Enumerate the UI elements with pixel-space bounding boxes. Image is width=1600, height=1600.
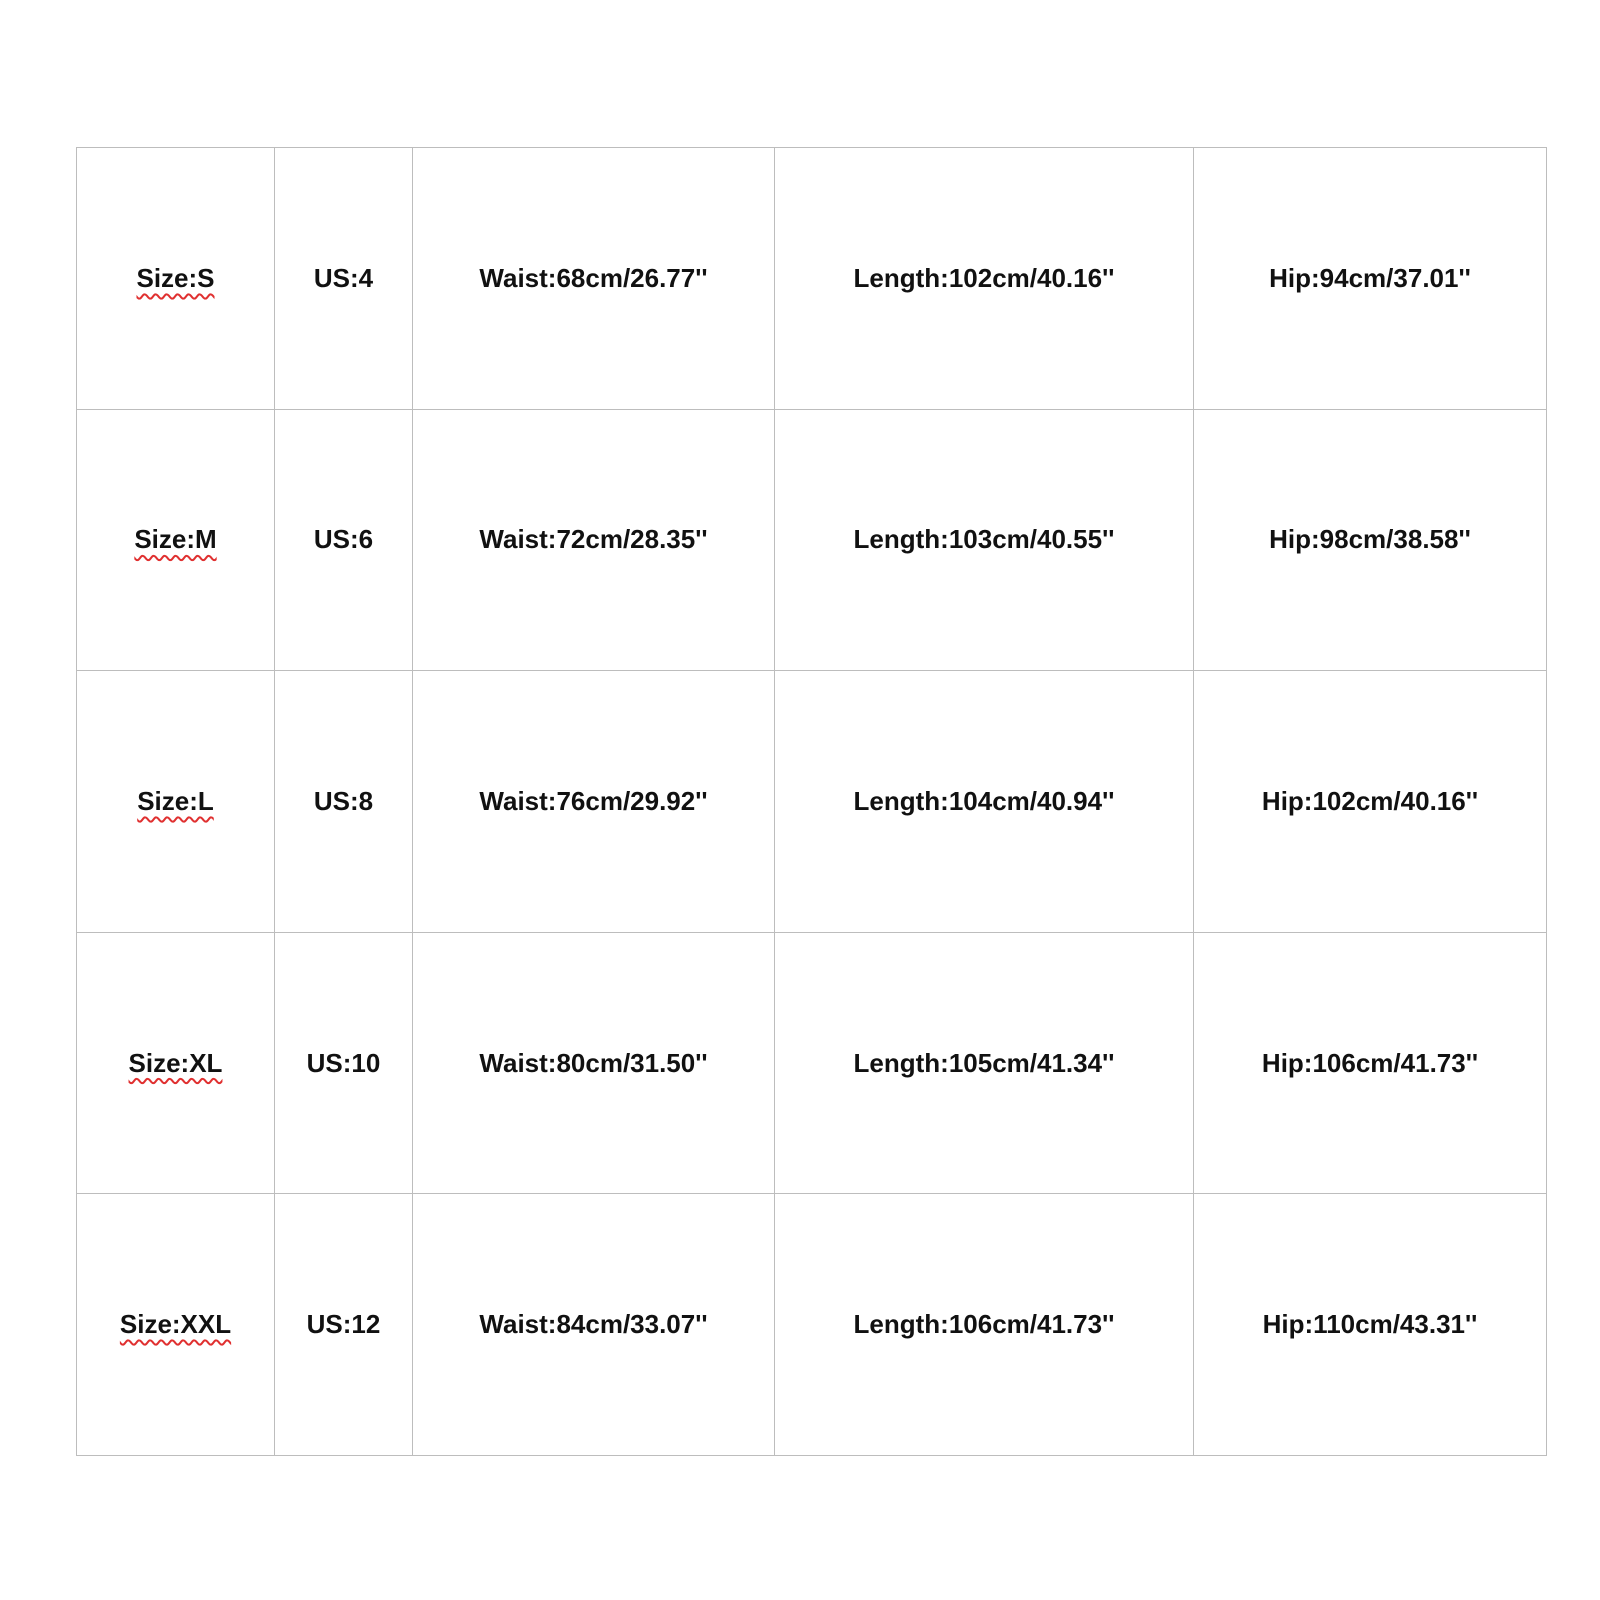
size-cell [77, 671, 275, 933]
size-cell [77, 932, 275, 1194]
table-row [77, 409, 1547, 671]
hip-cell: Hip:98cm/38.58'' [1194, 409, 1547, 671]
size-cell [77, 1194, 275, 1456]
hip-cell: Hip:94cm/37.01'' [1194, 148, 1547, 410]
size-label: Size:L [137, 785, 214, 816]
length-cell: Length:104cm/40.94'' [775, 671, 1194, 933]
waist-cell: Waist:84cm/33.07'' [413, 1194, 775, 1456]
hip-cell: Hip:102cm/40.16'' [1194, 671, 1547, 933]
table-row [77, 671, 1547, 933]
us-size-cell: US:12 [275, 1194, 413, 1456]
size-label: Size:M [134, 524, 217, 555]
length-cell: Length:102cm/40.16'' [775, 148, 1194, 410]
us-size-cell: US:4 [275, 148, 413, 410]
waist-cell: Waist:76cm/29.92'' [413, 671, 775, 933]
table-row [77, 148, 1547, 410]
length-cell: Length:106cm/41.73'' [775, 1194, 1194, 1456]
size-label: Size:S [136, 262, 215, 293]
waist-cell: Waist:80cm/31.50'' [413, 932, 775, 1194]
table-row [77, 1194, 1547, 1456]
hip-cell: Hip:106cm/41.73'' [1194, 932, 1547, 1194]
us-size-cell: US:6 [275, 409, 413, 671]
waist-cell: Waist:68cm/26.77'' [413, 148, 775, 410]
size-chart-table [76, 147, 1547, 1456]
size-label: Size:XXL [119, 1309, 232, 1340]
length-cell: Length:105cm/41.34'' [775, 932, 1194, 1194]
us-size-cell: US:10 [275, 932, 413, 1194]
size-cell [77, 148, 275, 410]
waist-cell: Waist:72cm/28.35'' [413, 409, 775, 671]
us-size-cell: US:8 [275, 671, 413, 933]
table-row [77, 932, 1547, 1194]
size-cell [77, 409, 275, 671]
size-label: Size:XL [128, 1047, 223, 1078]
length-cell: Length:103cm/40.55'' [775, 409, 1194, 671]
hip-cell: Hip:110cm/43.31'' [1194, 1194, 1547, 1456]
